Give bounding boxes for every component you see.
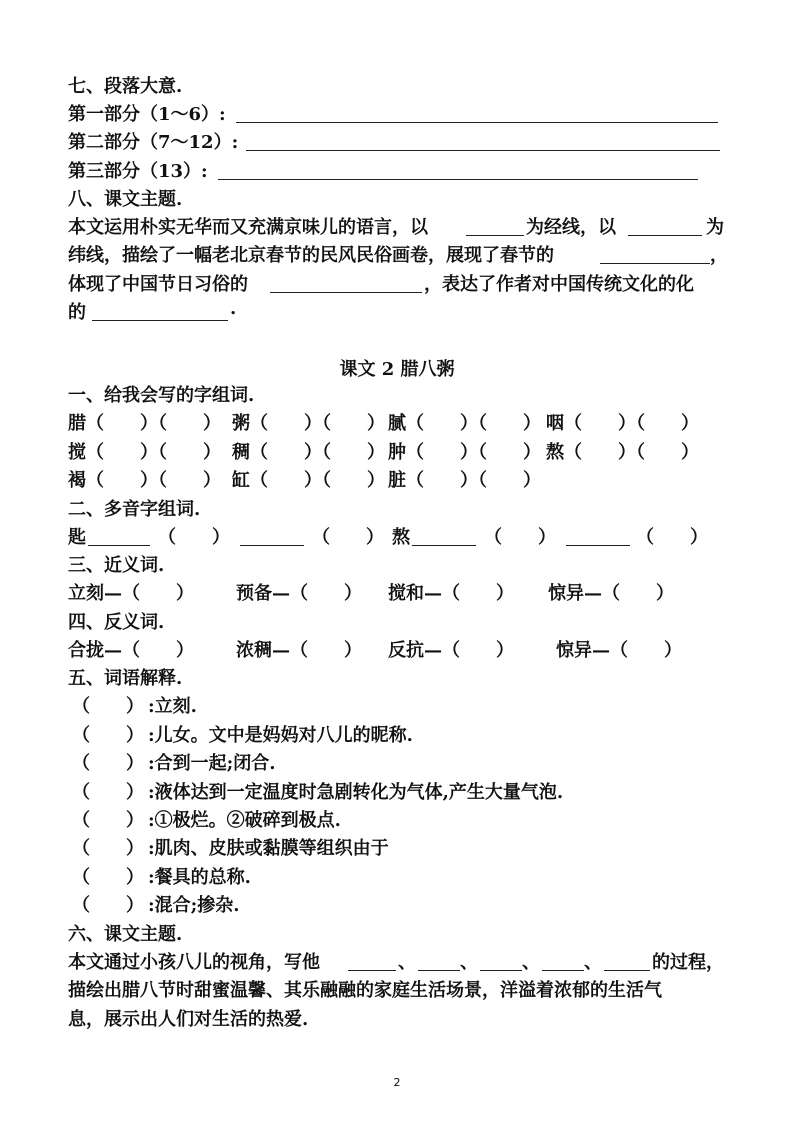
q5-def: :①极烂。②破碎到极点. bbox=[148, 810, 341, 831]
q5-blank[interactable]: （ ） bbox=[72, 895, 144, 916]
theme-line-2b: ， bbox=[710, 245, 728, 266]
q2-paren[interactable]: （ ） bbox=[312, 527, 384, 548]
q6-line-3: 息，展示出人们对生活的热爱. bbox=[68, 1009, 309, 1030]
theme-line-1a: 本文运用朴实无华而又充满京味儿的语言，以 bbox=[68, 217, 428, 238]
q2-blank[interactable] bbox=[566, 545, 630, 546]
theme-blank-2[interactable] bbox=[628, 235, 702, 236]
q5-def: :肌肉、皮肤或黏膜等组织由于 bbox=[148, 838, 389, 859]
q1-item[interactable]: 搅（ ）（ ） bbox=[68, 442, 221, 463]
q6-sep: 、 bbox=[584, 952, 602, 973]
q6-sep: 、 bbox=[398, 952, 416, 973]
theme-line-3a: 体现了中国节日习俗的 bbox=[68, 274, 248, 295]
theme-blank-5[interactable] bbox=[92, 320, 228, 321]
part-1-blank[interactable] bbox=[236, 122, 718, 123]
part-2-label: 第二部分（7～12）: bbox=[68, 132, 239, 153]
theme-blank-1[interactable] bbox=[466, 235, 524, 236]
q2-title: 二、多音字组词. bbox=[68, 499, 201, 520]
theme-line-4b: . bbox=[230, 298, 237, 319]
q3-item[interactable]: 搅和—（ ） bbox=[388, 583, 514, 604]
q1-item[interactable]: 缸（ ）（ ） bbox=[232, 470, 385, 491]
theme-blank-4[interactable] bbox=[270, 292, 422, 293]
q2-paren[interactable]: （ ） bbox=[636, 527, 708, 548]
q2-char-2: 熬 bbox=[392, 527, 410, 548]
q1-item[interactable]: 腊（ ）（ ） bbox=[68, 413, 221, 434]
q6-line-1-end: 的过程， bbox=[652, 952, 724, 973]
q4-item[interactable]: 浓稠—（ ） bbox=[236, 640, 362, 661]
q4-title: 四、反义词. bbox=[68, 612, 165, 633]
q5-blank[interactable]: （ ） bbox=[72, 867, 144, 888]
section-8-title: 八、课文主题. bbox=[68, 189, 183, 210]
q6-line-2: 描绘出腊八节时甜蜜温馨、其乐融融的家庭生活场景，洋溢着浓郁的生活气 bbox=[68, 980, 662, 1001]
q6-sep: 、 bbox=[522, 952, 540, 973]
q5-def: :立刻. bbox=[148, 696, 197, 717]
theme-line-3b: ，表达了作者对中国传统文化的化 bbox=[424, 274, 694, 295]
q5-title: 五、词语解释. bbox=[68, 668, 183, 689]
q1-item[interactable]: 咽（ ）（ ） bbox=[546, 413, 699, 434]
q4-item[interactable]: 惊异—（ ） bbox=[556, 640, 682, 661]
lesson-title: 课文 2 腊八粥 bbox=[339, 359, 455, 380]
q3-item[interactable]: 惊异—（ ） bbox=[548, 583, 674, 604]
part-2-blank[interactable] bbox=[246, 150, 720, 151]
part-3-blank[interactable] bbox=[218, 179, 698, 180]
q1-item[interactable]: 褐（ ）（ ） bbox=[68, 470, 221, 491]
q4-item[interactable]: 合拢—（ ） bbox=[68, 640, 194, 661]
page-number: 2 bbox=[393, 1076, 401, 1089]
q5-blank[interactable]: （ ） bbox=[72, 838, 144, 859]
q5-def: :儿女。文中是妈妈对八儿的昵称. bbox=[148, 725, 413, 746]
q6-sep: 、 bbox=[460, 952, 478, 973]
q2-char-1: 匙 bbox=[68, 527, 86, 548]
theme-blank-3[interactable] bbox=[600, 263, 710, 264]
q5-def: :混合;掺杂. bbox=[148, 895, 240, 916]
q2-paren[interactable]: （ ） bbox=[158, 527, 230, 548]
q1-item[interactable]: 粥（ ）（ ） bbox=[232, 413, 385, 434]
q6-line-1-start: 本文通过小孩八儿的视角，写他 bbox=[68, 952, 320, 973]
q1-item[interactable]: 脏（ ）（ ） bbox=[388, 470, 541, 491]
q5-blank[interactable]: （ ） bbox=[72, 696, 144, 717]
theme-line-1c: 为 bbox=[706, 217, 724, 238]
q3-item[interactable]: 立刻—（ ） bbox=[68, 583, 194, 604]
q5-def: :液体达到一定温度时急剧转化为气体,产生大量气泡. bbox=[148, 782, 564, 803]
q5-def: :餐具的总称. bbox=[148, 867, 251, 888]
theme-line-1b: 为经线，以 bbox=[526, 217, 616, 238]
q1-item[interactable]: 熬（ ）（ ） bbox=[546, 442, 699, 463]
q2-blank[interactable] bbox=[88, 545, 150, 546]
q6-blank[interactable] bbox=[480, 970, 522, 971]
q6-blank[interactable] bbox=[542, 970, 584, 971]
q6-blank[interactable] bbox=[348, 970, 396, 971]
q5-def: :合到一起;闭合. bbox=[148, 753, 276, 774]
q3-title: 三、近义词. bbox=[68, 555, 165, 576]
theme-line-4a: 的 bbox=[68, 302, 86, 323]
q5-blank[interactable]: （ ） bbox=[72, 725, 144, 746]
part-3-label: 第三部分（13）: bbox=[68, 161, 208, 182]
q2-paren[interactable]: （ ） bbox=[484, 527, 556, 548]
theme-line-2a: 纬线，描绘了一幅老北京春节的民风民俗画卷，展现了春节的 bbox=[68, 245, 554, 266]
q2-blank[interactable] bbox=[412, 545, 476, 546]
q2-blank[interactable] bbox=[240, 545, 304, 546]
q5-blank[interactable]: （ ） bbox=[72, 753, 144, 774]
q5-blank[interactable]: （ ） bbox=[72, 810, 144, 831]
q3-item[interactable]: 预备—（ ） bbox=[236, 583, 362, 604]
q1-title: 一、给我会写的字组词. bbox=[68, 385, 255, 406]
q1-item[interactable]: 腻（ ）（ ） bbox=[388, 413, 541, 434]
q6-blank[interactable] bbox=[604, 970, 650, 971]
section-7-title: 七、段落大意. bbox=[68, 76, 183, 97]
q6-title: 六、课文主题. bbox=[68, 924, 183, 945]
part-1-label: 第一部分（1～6）: bbox=[68, 104, 226, 125]
q6-blank[interactable] bbox=[418, 970, 460, 971]
q4-item[interactable]: 反抗—（ ） bbox=[388, 640, 514, 661]
q1-item[interactable]: 稠（ ）（ ） bbox=[232, 442, 385, 463]
q1-item[interactable]: 肿（ ）（ ） bbox=[388, 442, 541, 463]
q5-blank[interactable]: （ ） bbox=[72, 782, 144, 803]
